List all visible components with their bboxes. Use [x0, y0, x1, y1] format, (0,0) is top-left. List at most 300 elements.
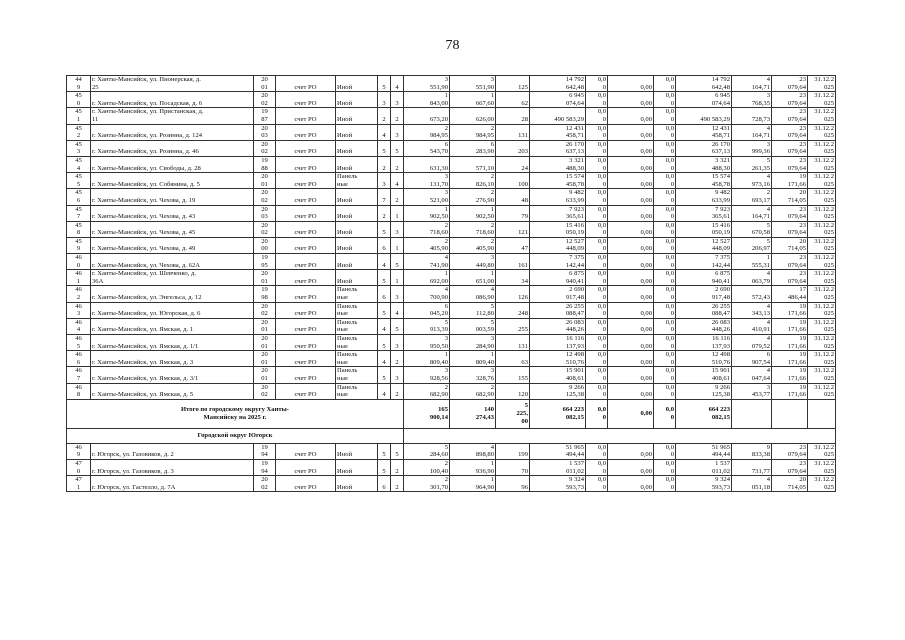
cell-repair-fund: счет РО — [276, 173, 336, 189]
cell-total-area: 2 682,90 — [404, 383, 450, 399]
cell-completion-date: 31.12.2 025 — [808, 318, 836, 334]
housing-register-table — [66, 75, 836, 492]
total-area-1: 165 900,14 — [404, 399, 450, 428]
cell-fund-4: 15 574 458,78 — [676, 173, 732, 189]
cell-row-number: 47 0 — [67, 459, 91, 475]
cell-unit-cost: 731,77 — [732, 459, 772, 475]
cell-total-area: 3 551,90 — [404, 76, 450, 92]
cell-wall-material: Иной — [336, 459, 378, 475]
cell-repair-cost: 7 375 142,44 — [530, 254, 586, 270]
cell-living-area: 2 405,90 — [450, 237, 496, 253]
table-row — [67, 302, 836, 318]
total-empty-3 — [808, 399, 836, 428]
cell-max-unit-cost: 19 171,66 — [772, 383, 808, 399]
cell-address: г. Ханты-Мансийск, ул. Чехова, д. 19 — [91, 189, 254, 205]
cell-repair-cost: 6 875 940,41 — [530, 270, 586, 286]
cell-living-area: 1 936,90 — [450, 459, 496, 475]
cell-fund-3: 0,0 0 — [654, 459, 676, 475]
cell-total-area: 2 718,60 — [404, 221, 450, 237]
cell-living-area: 3 551,90 — [450, 76, 496, 92]
cell-fund-3: 0,0 0 — [654, 189, 676, 205]
cell-fund-3: 0,0 0 — [654, 443, 676, 459]
cell-repair-cost: 490 583,29 — [530, 108, 586, 124]
cell-address: г. Ханты-Мансийск, ул. Собянина, д. 5 — [91, 173, 254, 189]
cell-address: г. Ханты-Мансийск, ул. Посадская, д. 6 — [91, 92, 254, 108]
cell-repair-cost: 51 965 494,44 — [530, 443, 586, 459]
cell-row-number: 44 9 — [67, 76, 91, 92]
cell-fund-1: 0,0 0 — [586, 367, 608, 383]
cell-unit-cost: 4 410,91 — [732, 318, 772, 334]
cell-floors: 6 — [378, 237, 391, 253]
cell-address: г. Ханты-Мансийск, ул. Розинна, д. 124 — [91, 124, 254, 140]
cell-residents: 155 — [496, 367, 530, 383]
cell-entrances: 2 — [391, 189, 404, 205]
cell-residents: 70 — [496, 459, 530, 475]
cell-fund-3: 0,0 0 — [654, 270, 676, 286]
cell-fund-3: 0,0 0 — [654, 108, 676, 124]
table-row — [67, 156, 836, 172]
cell-fund-2: 0,00 — [608, 124, 654, 140]
cell-address: г. Ханты-Мансийск, ул. Югорская, д. 6 — [91, 302, 254, 318]
cell-unit-cost: 1 555,31 — [732, 254, 772, 270]
cell-fund-3: 0,0 0 — [654, 351, 676, 367]
cell-repair-cost: 26 170 637,13 — [530, 140, 586, 156]
cell-wall-material: Иной — [336, 76, 378, 92]
cell-fund-1: 0,0 0 — [586, 173, 608, 189]
cell-total-area: 6 543,70 — [404, 140, 450, 156]
cell-year-built: 20 01 — [254, 335, 276, 351]
cell-fund-3: 0,0 0 — [654, 173, 676, 189]
cell-address: г. Югорск, ул. Газовиков, д. 3 — [91, 459, 254, 475]
cell-max-unit-cost: 23 079,64 — [772, 140, 808, 156]
cell-living-area: 1 964,90 — [450, 476, 496, 492]
cell-fund-3: 0,0 0 — [654, 476, 676, 492]
cell-fund-4: 26 170 637,13 — [676, 140, 732, 156]
cell-total-area: 1 843,00 — [404, 92, 450, 108]
cell-unit-cost: 4 047,64 — [732, 367, 772, 383]
cell-unit-cost: 3 768,35 — [732, 92, 772, 108]
table-row — [67, 443, 836, 459]
cell-unit-cost: 6 907,54 — [732, 351, 772, 367]
cell-fund-4: 2 690 917,48 — [676, 286, 732, 302]
cell-max-unit-cost: 20 714,05 — [772, 476, 808, 492]
cell-entrances: 3 — [391, 221, 404, 237]
cell-address: г. Ханты-Мансийск, ул. Ямская, д. 3/1 — [91, 367, 254, 383]
cell-completion-date: 31.12.2 025 — [808, 335, 836, 351]
cell-max-unit-cost: 20 714,05 — [772, 189, 808, 205]
cell-fund-4: 16 116 137,93 — [676, 335, 732, 351]
cell-living-area: 2 826,10 — [450, 173, 496, 189]
cell-max-unit-cost: 23 079,64 — [772, 221, 808, 237]
cell-address: г. Ханты-Мансийск, ул. Чехова, д. 62А — [91, 254, 254, 270]
cell-fund-2: 0,00 — [608, 443, 654, 459]
cell-fund-1: 0,0 0 — [586, 205, 608, 221]
total-fund-1: 0,0 0 — [586, 399, 608, 428]
cell-completion-date: 31.12.2 025 — [808, 173, 836, 189]
cell-living-area: 1 667,60 — [450, 92, 496, 108]
table-row — [67, 476, 836, 492]
cell-row-number: 46 0 — [67, 254, 91, 270]
cell-floors: 3 — [378, 92, 391, 108]
cell-residents: 203 — [496, 140, 530, 156]
cell-year-built: 19 94 — [254, 459, 276, 475]
total-residents: 5 225, 00 — [496, 399, 530, 428]
cell-unit-cost: 5 206,97 — [732, 237, 772, 253]
total-empty-2 — [772, 399, 808, 428]
cell-living-area: 2 276,90 — [450, 189, 496, 205]
cell-year-built: 20 01 — [254, 318, 276, 334]
cell-fund-1: 0,0 0 — [586, 318, 608, 334]
cell-row-number: 46 7 — [67, 367, 91, 383]
cell-wall-material: Иной — [336, 205, 378, 221]
cell-repair-cost: 7 923 365,61 — [530, 205, 586, 221]
cell-completion-date: 31.12.2 025 — [808, 270, 836, 286]
cell-living-area: 1 809,40 — [450, 351, 496, 367]
cell-fund-2: 0,00 — [608, 156, 654, 172]
cell-completion-date: 31.12.2 025 — [808, 302, 836, 318]
cell-floors: 5 — [378, 76, 391, 92]
cell-max-unit-cost: 17 486,44 — [772, 286, 808, 302]
cell-fund-1: 0,0 0 — [586, 237, 608, 253]
cell-address: г. Ханты-Мансийск, ул. Пионерская, д. 25 — [91, 76, 254, 92]
cell-row-number: 46 1 — [67, 270, 91, 286]
cell-repair-fund: счет РО — [276, 140, 336, 156]
cell-unit-cost: 4 063,79 — [732, 270, 772, 286]
cell-fund-4: 3 321 488,30 — [676, 156, 732, 172]
cell-total-area: 3 521,00 — [404, 189, 450, 205]
cell-floors: 3 — [378, 173, 391, 189]
cell-year-built: 20 02 — [254, 92, 276, 108]
cell-living-area: 4 898,80 — [450, 443, 496, 459]
cell-fund-4: 1 537 011,02 — [676, 459, 732, 475]
cell-fund-1: 0,0 0 — [586, 189, 608, 205]
cell-floors: 6 — [378, 286, 391, 302]
cell-repair-cost: 16 116 137,93 — [530, 335, 586, 351]
total-fund-2: 0,00 — [608, 399, 654, 428]
cell-year-built: 20 01 — [254, 76, 276, 92]
district-header-row — [67, 428, 836, 443]
cell-completion-date: 31.12.2 025 — [808, 92, 836, 108]
cell-residents: 79 — [496, 205, 530, 221]
cell-repair-fund: счет РО — [276, 189, 336, 205]
cell-living-area: 5 112,80 — [450, 302, 496, 318]
cell-fund-2: 0,00 — [608, 335, 654, 351]
cell-completion-date: 31.12.2 025 — [808, 76, 836, 92]
cell-repair-fund: счет РО — [276, 237, 336, 253]
cell-completion-date: 31.12.2 025 — [808, 351, 836, 367]
cell-row-number: 45 3 — [67, 140, 91, 156]
cell-completion-date: 31.12.2 025 — [808, 367, 836, 383]
cell-max-unit-cost: 19 171,66 — [772, 173, 808, 189]
cell-fund-4: 9 266 125,38 — [676, 383, 732, 399]
cell-unit-cost: 3 453,77 — [732, 383, 772, 399]
cell-floors: 2 — [378, 108, 391, 124]
cell-address: г. Ханты-Мансийск, ул. Чехова, д. 45 — [91, 221, 254, 237]
cell-fund-2: 0,00 — [608, 302, 654, 318]
table-row — [67, 108, 836, 124]
cell-total-area: 5 913,39 — [404, 318, 450, 334]
cell-floors: 2 — [378, 205, 391, 221]
cell-repair-fund: счет РО — [276, 459, 336, 475]
cell-repair-cost: 15 901 408,61 — [530, 367, 586, 383]
cell-completion-date: 31.12.2 025 — [808, 108, 836, 124]
cell-year-built: 20 01 — [254, 270, 276, 286]
cell-year-built: 19 94 — [254, 443, 276, 459]
cell-wall-material: Панель ные — [336, 173, 378, 189]
cell-fund-2: 0,00 — [608, 108, 654, 124]
cell-floors: 4 — [378, 318, 391, 334]
cell-fund-3: 0,0 0 — [654, 286, 676, 302]
cell-completion-date: 31.12.2 025 — [808, 443, 836, 459]
cell-fund-2: 0,00 — [608, 351, 654, 367]
cell-fund-2: 0,00 — [608, 476, 654, 492]
cell-living-area: 3 449,80 — [450, 254, 496, 270]
district-header-empty — [404, 428, 836, 443]
cell-year-built: 19 87 — [254, 108, 276, 124]
cell-max-unit-cost: 23 079,64 — [772, 443, 808, 459]
cell-repair-cost: 15 574 458,78 — [530, 173, 586, 189]
cell-fund-4: 26 255 088,47 — [676, 302, 732, 318]
page-number: 78 — [445, 38, 460, 53]
cell-year-built: 20 02 — [254, 383, 276, 399]
cell-year-built: 20 02 — [254, 476, 276, 492]
cell-repair-cost: 9 482 633,99 — [530, 189, 586, 205]
cell-fund-2: 0,00 — [608, 173, 654, 189]
cell-max-unit-cost: 19 171,66 — [772, 318, 808, 334]
cell-address: г. Югорск, ул. Гастелло, д. 7А — [91, 476, 254, 492]
cell-living-area: 2 984,95 — [450, 124, 496, 140]
cell-fund-1: 0,0 0 — [586, 335, 608, 351]
cell-residents: 96 — [496, 476, 530, 492]
cell-total-area: 2 301,70 — [404, 476, 450, 492]
cell-fund-4: 15 416 050,19 — [676, 221, 732, 237]
total-area-2: 140 274,43 — [450, 399, 496, 428]
cell-max-unit-cost: 20 714,05 — [772, 237, 808, 253]
cell-fund-1: 0,0 0 — [586, 351, 608, 367]
cell-row-number: 45 6 — [67, 189, 91, 205]
cell-fund-1: 0,0 0 — [586, 476, 608, 492]
cell-max-unit-cost: 23 079,64 — [772, 205, 808, 221]
cell-row-number: 47 1 — [67, 476, 91, 492]
cell-completion-date: 31.12.2 025 — [808, 476, 836, 492]
cell-wall-material: Иной — [336, 92, 378, 108]
cell-fund-4: 9 482 633,99 — [676, 189, 732, 205]
cell-total-area: 631,30 — [404, 156, 450, 172]
cell-repair-fund: счет РО — [276, 383, 336, 399]
cell-fund-1: 0,0 0 — [586, 270, 608, 286]
table-body-total — [67, 399, 836, 443]
cell-repair-fund: счет РО — [276, 124, 336, 140]
cell-unit-cost: 4 164,71 — [732, 124, 772, 140]
cell-wall-material: Иной — [336, 270, 378, 286]
cell-fund-4: 7 375 142,44 — [676, 254, 732, 270]
table-row — [67, 459, 836, 475]
cell-fund-4: 12 527 448,09 — [676, 237, 732, 253]
cell-entrances: 1 — [391, 205, 404, 221]
cell-unit-cost: 4 973,16 — [732, 173, 772, 189]
cell-wall-material: Иной — [336, 221, 378, 237]
cell-entrances: 1 — [391, 270, 404, 286]
cell-floors: 5 — [378, 443, 391, 459]
cell-completion-date: 31.12.2 025 — [808, 156, 836, 172]
cell-fund-2: 0,00 — [608, 189, 654, 205]
cell-wall-material: Панель ные — [336, 286, 378, 302]
cell-year-built: 19 88 — [254, 156, 276, 172]
table-row — [67, 270, 836, 286]
cell-floors: 5 — [378, 270, 391, 286]
cell-fund-3: 0,0 0 — [654, 237, 676, 253]
cell-fund-4: 51 965 494,44 — [676, 443, 732, 459]
cell-residents: 161 — [496, 254, 530, 270]
cell-residents: 100 — [496, 173, 530, 189]
cell-fund-1: 0,0 0 — [586, 383, 608, 399]
cell-fund-1: 0,0 0 — [586, 124, 608, 140]
cell-completion-date: 31.12.2 025 — [808, 189, 836, 205]
cell-total-area: 4 700,90 — [404, 286, 450, 302]
cell-total-area: 1 809,40 — [404, 351, 450, 367]
table-row — [67, 237, 836, 253]
cell-total-area: 2 405,90 — [404, 237, 450, 253]
cell-address: г. Ханты-Мансийск, ул. Чехова, д. 43 — [91, 205, 254, 221]
cell-completion-date: 31.12.2 025 — [808, 459, 836, 475]
cell-fund-4: 6 875 940,41 — [676, 270, 732, 286]
cell-unit-cost: 4 164,71 — [732, 205, 772, 221]
cell-address: г. Ханты-Мансийск, ул. Свободы, д. 28 — [91, 156, 254, 172]
cell-residents: 47 — [496, 237, 530, 253]
cell-address: г. Югорск, ул. Газовиков, д. 2 — [91, 443, 254, 459]
cell-wall-material: Иной — [336, 476, 378, 492]
cell-total-area: 6 045,20 — [404, 302, 450, 318]
cell-repair-fund: счет РО — [276, 335, 336, 351]
cell-row-number: 46 8 — [67, 383, 91, 399]
cell-year-built: 20 02 — [254, 302, 276, 318]
cell-max-unit-cost: 23 079,64 — [772, 76, 808, 92]
cell-fund-1: 0,0 0 — [586, 302, 608, 318]
cell-wall-material: Иной — [336, 156, 378, 172]
cell-unit-cost: 4 343,13 — [732, 302, 772, 318]
cell-fund-2: 0,00 — [608, 286, 654, 302]
cell-completion-date: 31.12.2 025 — [808, 205, 836, 221]
cell-fund-3: 0,0 0 — [654, 318, 676, 334]
total-fund-4: 664 223 082,15 — [676, 399, 732, 428]
cell-total-area: 1 692,00 — [404, 270, 450, 286]
cell-entrances: 5 — [391, 254, 404, 270]
cell-total-area: 3 950,50 — [404, 335, 450, 351]
cell-repair-fund: счет РО — [276, 92, 336, 108]
cell-residents: 34 — [496, 270, 530, 286]
cell-address: г. Ханты-Мансийск, ул. Ямская, д. 1/1 — [91, 335, 254, 351]
cell-row-number: 46 2 — [67, 286, 91, 302]
cell-fund-4: 12 498 510,76 — [676, 351, 732, 367]
cell-fund-4: 9 324 593,73 — [676, 476, 732, 492]
cell-max-unit-cost: 23 079,64 — [772, 108, 808, 124]
cell-max-unit-cost: 19 171,66 — [772, 335, 808, 351]
cell-row-number: 46 6 — [67, 351, 91, 367]
cell-fund-3: 0,0 0 — [654, 92, 676, 108]
cell-repair-fund: счет РО — [276, 367, 336, 383]
cell-total-area: 673,20 — [404, 108, 450, 124]
cell-entrances: 1 — [391, 237, 404, 253]
cell-entrances: 2 — [391, 351, 404, 367]
cell-fund-2: 0,00 — [608, 459, 654, 475]
cell-floors: 6 — [378, 476, 391, 492]
district-title: Городской округ Югорск — [67, 428, 404, 443]
cell-unit-cost: 572,43 — [732, 286, 772, 302]
cell-year-built: 20 02 — [254, 221, 276, 237]
cell-max-unit-cost: 23 079,64 — [772, 254, 808, 270]
cell-living-area: 3 328,76 — [450, 367, 496, 383]
cell-entrances: 5 — [391, 318, 404, 334]
cell-wall-material: Иной — [336, 108, 378, 124]
cell-residents: 131 — [496, 335, 530, 351]
cell-fund-3: 0,0 0 — [654, 76, 676, 92]
cell-unit-cost: 5 261,35 — [732, 156, 772, 172]
cell-row-number: 45 8 — [67, 221, 91, 237]
cell-total-area: 2 100,40 — [404, 459, 450, 475]
cell-fund-4: 6 945 074,64 — [676, 92, 732, 108]
cell-max-unit-cost: 19 171,66 — [772, 302, 808, 318]
cell-repair-fund: счет РО — [276, 254, 336, 270]
cell-unit-cost: 728,73 — [732, 108, 772, 124]
cell-total-area: 2 984,95 — [404, 124, 450, 140]
cell-living-area: 1 902,50 — [450, 205, 496, 221]
cell-completion-date: 31.12.2 025 — [808, 124, 836, 140]
cell-living-area: 5 003,59 — [450, 318, 496, 334]
cell-fund-2: 0,00 — [608, 76, 654, 92]
total-cost: 664 223 082,15 — [530, 399, 586, 428]
cell-residents: 28 — [496, 108, 530, 124]
cell-fund-3: 0,0 0 — [654, 124, 676, 140]
cell-repair-cost: 14 792 642,48 — [530, 76, 586, 92]
cell-wall-material: Панель ные — [336, 318, 378, 334]
cell-fund-2: 0,00 — [608, 383, 654, 399]
cell-fund-1: 0,0 0 — [586, 254, 608, 270]
cell-row-number: 45 1 — [67, 108, 91, 124]
cell-max-unit-cost: 23 079,64 — [772, 124, 808, 140]
cell-repair-cost: 9 324 593,73 — [530, 476, 586, 492]
cell-wall-material: Иной — [336, 254, 378, 270]
cell-fund-4: 7 923 365,61 — [676, 205, 732, 221]
cell-completion-date: 31.12.2 025 — [808, 221, 836, 237]
cell-wall-material: Панель ные — [336, 302, 378, 318]
cell-floors: 2 — [378, 156, 391, 172]
table-row — [67, 140, 836, 156]
table-row — [67, 221, 836, 237]
cell-residents: 126 — [496, 286, 530, 302]
cell-fund-1: 0,0 0 — [586, 92, 608, 108]
cell-repair-fund: счет РО — [276, 221, 336, 237]
cell-completion-date: 31.12.2 025 — [808, 286, 836, 302]
cell-floors: 5 — [378, 459, 391, 475]
cell-residents: 24 — [496, 156, 530, 172]
cell-completion-date: 31.12.2 025 — [808, 383, 836, 399]
cell-unit-cost: 4 164,71 — [732, 76, 772, 92]
cell-fund-3: 0,0 0 — [654, 254, 676, 270]
cell-wall-material: Иной — [336, 443, 378, 459]
cell-residents: 62 — [496, 92, 530, 108]
table-row — [67, 367, 836, 383]
cell-max-unit-cost: 19 171,66 — [772, 367, 808, 383]
cell-row-number: 45 5 — [67, 173, 91, 189]
cell-fund-4: 12 431 458,71 — [676, 124, 732, 140]
cell-row-number: 45 2 — [67, 124, 91, 140]
cell-total-area: 1 902,50 — [404, 205, 450, 221]
cell-year-built: 19 98 — [254, 286, 276, 302]
cell-row-number: 46 4 — [67, 318, 91, 334]
cell-fund-2: 0,00 — [608, 221, 654, 237]
cell-residents: 125 — [496, 76, 530, 92]
cell-fund-3: 0,0 0 — [654, 383, 676, 399]
